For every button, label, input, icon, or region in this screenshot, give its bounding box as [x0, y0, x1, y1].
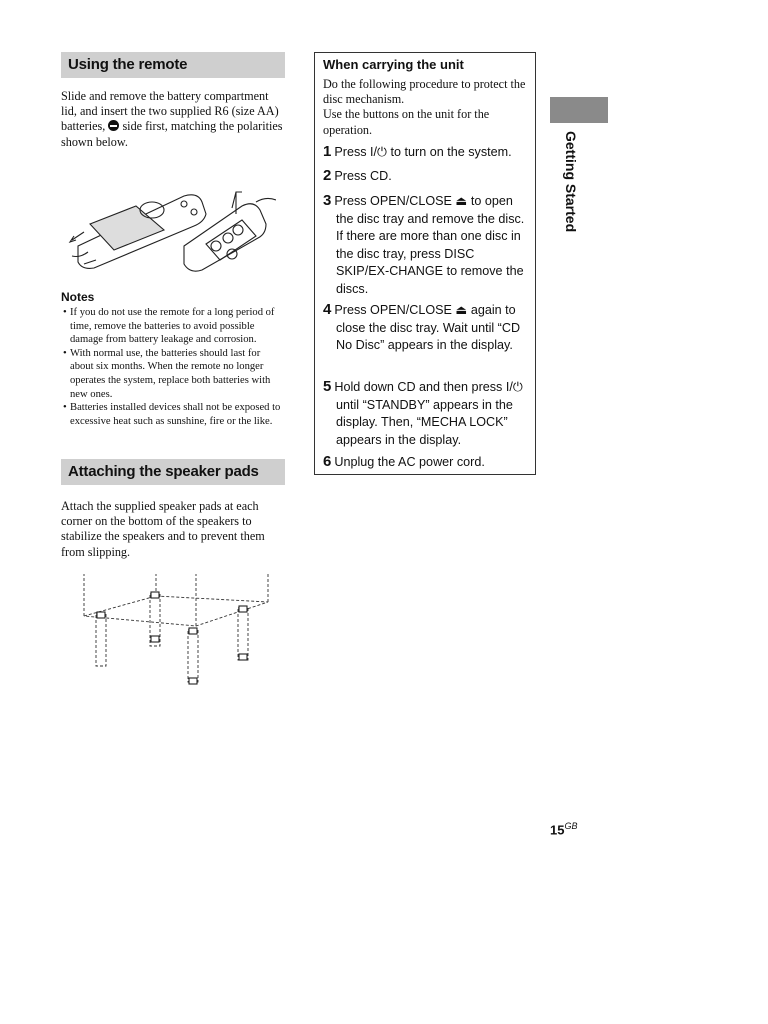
- section-heading-speaker-pads: Attaching the speaker pads: [61, 459, 285, 485]
- step-text: again to close the disc tray. Wait until “CD No Disc” appears in the display.: [336, 303, 521, 353]
- chapter-tab-marker: [550, 97, 608, 123]
- note-item: • If you do not use the remote for a long period of time, remove the batteries to avoid possible damage from battery leakage and corrosion.: [61, 306, 285, 347]
- eject-icon: ⏏: [455, 303, 468, 317]
- step-1: [323, 143, 529, 162]
- page-number-value: 15: [550, 822, 565, 838]
- step-3: [323, 192, 529, 299]
- box-title: When carrying the unit: [323, 57, 464, 72]
- chapter-tab-label: Getting Started: [563, 131, 579, 233]
- power-icon: I/⏻: [505, 380, 523, 394]
- step-text: Hold down CD and then press: [334, 380, 506, 394]
- carrying-unit-box: [314, 52, 536, 475]
- note-item: • With normal use, the batteries should last for about six months. When the remote no longer operates the system, replace both batteries with new ones.: [61, 347, 285, 401]
- power-icon: I/⏻: [370, 145, 388, 159]
- step-text: until “STANDBY” appears in the display. Then, “MECHA LOCK” appears in the display.: [336, 397, 513, 447]
- box-intro-line: Use the buttons on the unit for the operation.: [323, 107, 490, 137]
- eject-icon: ⏏: [455, 194, 468, 208]
- using-remote-paragraph: [61, 89, 285, 150]
- step-text: Press OPEN/CLOSE: [334, 194, 456, 208]
- page-number-suffix: GB: [564, 821, 578, 831]
- step-number: 6: [323, 453, 332, 470]
- step-text: Press: [334, 145, 371, 159]
- step-number: 4: [323, 301, 332, 318]
- box-intro: [323, 77, 529, 138]
- step-number: 5: [323, 378, 332, 395]
- section-heading-using-remote: Using the remote: [61, 52, 285, 78]
- paragraph-part-b: side first, matching the polarities shown below.: [61, 119, 283, 149]
- note-item: • Batteries installed devices shall not be exposed to excessive heat such as sunshine, fire or the like.: [61, 401, 285, 428]
- notes-block: [61, 290, 285, 428]
- step-number: 1: [323, 143, 332, 160]
- step-text: Press CD.: [334, 169, 392, 183]
- step-text: Unplug the AC power cord.: [334, 455, 485, 469]
- box-intro-line: Do the following procedure to protect the disc mechanism.: [323, 77, 526, 107]
- step-text: to turn on the system.: [387, 145, 512, 159]
- speaker-pads-illustration: [78, 574, 272, 690]
- minus-polarity-icon: [108, 120, 119, 131]
- remote-battery-illustration: [66, 184, 276, 274]
- speaker-pads-paragraph: Attach the supplied speaker pads at each corner on the bottom of the speakers to stabilize the speakers and to prevent them from slipping.: [61, 499, 265, 559]
- notes-title: Notes: [61, 290, 95, 304]
- step-number: 2: [323, 167, 332, 184]
- step-text: to open the disc tray and remove the disc. If there are more than one disc in the disc tray, press DISC SKIP/EX-CHANGE to remove the discs.: [336, 194, 525, 296]
- paragraph-part-a: Slide and remove the battery compartment lid, and insert the two supplied R6 (size AA) batteries,: [61, 89, 279, 134]
- step-number: 3: [323, 192, 332, 209]
- step-4: [323, 301, 529, 355]
- page-number: [550, 821, 577, 837]
- step-5: [323, 378, 529, 449]
- step-2: [323, 167, 529, 186]
- step-text: Press OPEN/CLOSE: [334, 303, 456, 317]
- step-6: [323, 453, 529, 472]
